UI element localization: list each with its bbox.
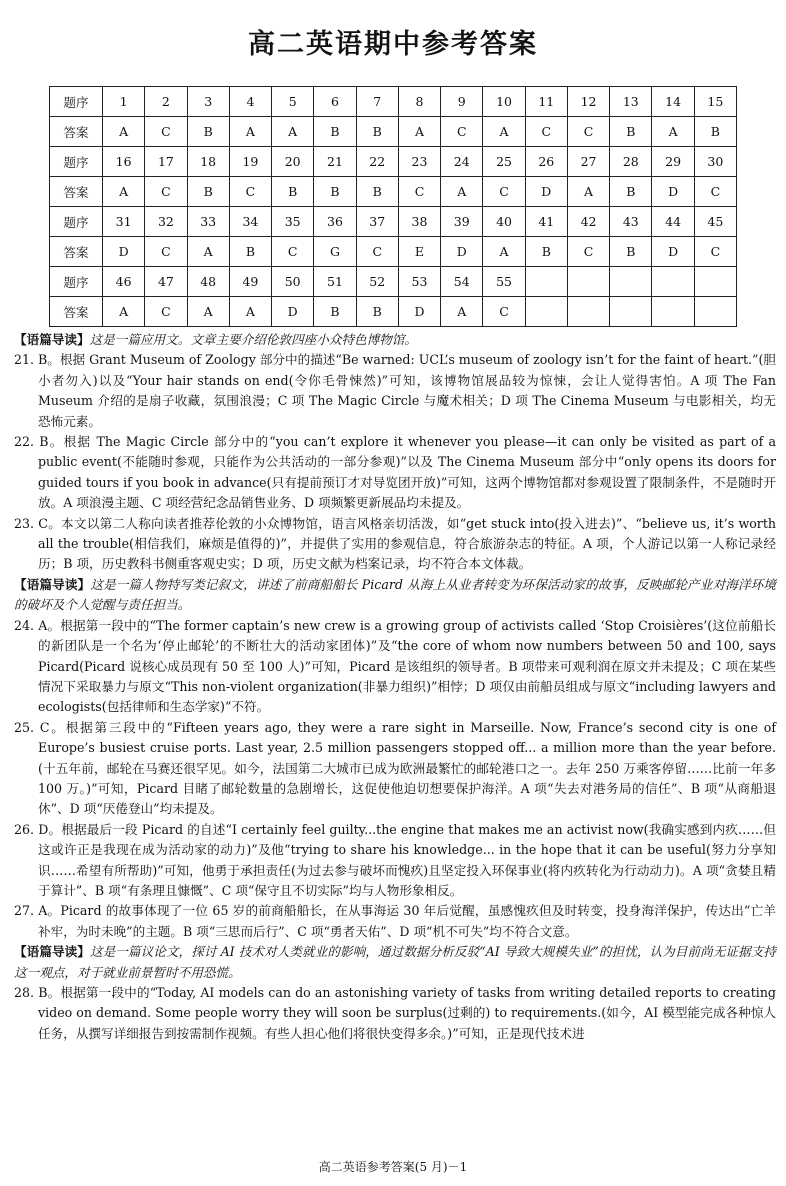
- table-cell: B: [229, 237, 271, 267]
- row-header-cell: 答案: [50, 177, 103, 207]
- explanation-item: 22. B。根据 The Magic Circle 部分中的“you can’t explore it whenever you please—it can only be visited as part of a public event(不能随时参观，只能作为公共活动的一部分参观)”以及 The Cinema Museum 部分中“only opens its doors for guided tours if you book in advance(只有提前预订才对导览团开放)”可知，这两个博物馆都对参观设置了限制条件，不是随时开放。A 项浪漫主题、C 项经营纪念品销售业务、D 项频繁更新展品均未提及。: [14, 434, 776, 511]
- table-cell: A: [441, 297, 483, 327]
- explanation-item: 25. C。根据第三段中的“Fifteen years ago, they were a rare sight in Marseille. Now, France’s second city is one of Europe’s busiest cruise ports. Last year, 2.5 million passengers stopped off... a million more than the year before.(十五年前，邮轮在马赛还很罕见。如今，法国第二大城市已成为欧洲最繁忙的邮轮港口之一。去年 250 万乘客停留……比前一年多 100 万。)”可知，Picard 目睹了邮轮数量的急剧增长，这促使他迫切想要保护海洋。A 项“失去对港务局的信任”、B 项“从商船退休”、D 项“厌倦登山”均未提及。: [14, 719, 776, 817]
- table-cell: G: [314, 237, 356, 267]
- table-cell: 8: [398, 87, 440, 117]
- table-cell: [694, 297, 736, 327]
- table-cell: [525, 267, 567, 297]
- guide-text: 这是一篇应用文。文章主要介绍伦敦四座小众特色博物馆。: [89, 332, 417, 347]
- table-cell: 14: [652, 87, 694, 117]
- table-cell: B: [314, 177, 356, 207]
- table-cell: 38: [398, 207, 440, 237]
- table-cell: 17: [145, 147, 187, 177]
- table-cell: 34: [229, 207, 271, 237]
- table-cell: B: [610, 117, 652, 147]
- table-cell: A: [483, 237, 525, 267]
- table-cell: C: [356, 237, 398, 267]
- table-cell: 44: [652, 207, 694, 237]
- table-cell: 18: [187, 147, 229, 177]
- table-cell: C: [694, 177, 736, 207]
- table-cell: D: [652, 237, 694, 267]
- table-cell: 23: [398, 147, 440, 177]
- table-cell: 9: [441, 87, 483, 117]
- row-header-cell: 题序: [50, 207, 103, 237]
- table-cell: 31: [103, 207, 145, 237]
- explanation-item: 26. D。根据最后一段 Picard 的自述“I certainly feel guilty...the engine that makes me an activist now(我确实感到内疚……但这或许正是我现在成为活动家的动力)”及他“trying to share his knowledge... in the hope that it can be useful(努力分享知识……希望有所帮助)”可知，他勇于承担责任(为过去参与破坏而愧疚)且坚定投入环保事业(将内疚转化为行动动力)。A 项“贪婪且精于算计”、B 项“有条理且慷慨”、C 项“保守且不切实际”均与人物形象相反。: [14, 821, 776, 898]
- row-header-cell: 题序: [50, 87, 103, 117]
- table-row: [50, 267, 737, 297]
- page-footer: 高二英语参考答案(5 月)－1: [318, 1160, 468, 1174]
- table-cell: A: [229, 117, 271, 147]
- table-cell: A: [652, 117, 694, 147]
- table-cell: 21: [314, 147, 356, 177]
- table-cell: A: [441, 177, 483, 207]
- table-cell: 27: [567, 147, 609, 177]
- table-row: [50, 117, 737, 147]
- table-cell: [567, 297, 609, 327]
- row-header-cell: 答案: [50, 297, 103, 327]
- table-cell: 4: [229, 87, 271, 117]
- table-cell: [610, 267, 652, 297]
- table-cell: A: [483, 117, 525, 147]
- table-cell: 25: [483, 147, 525, 177]
- table-cell: 32: [145, 207, 187, 237]
- table-cell: C: [145, 177, 187, 207]
- table-row: [50, 237, 737, 267]
- table-cell: B: [187, 177, 229, 207]
- table-cell: C: [229, 177, 271, 207]
- table-cell: 33: [187, 207, 229, 237]
- table-cell: [652, 297, 694, 327]
- table-cell: D: [272, 297, 314, 327]
- table-cell: C: [145, 297, 187, 327]
- table-cell: 54: [441, 267, 483, 297]
- table-cell: A: [103, 297, 145, 327]
- table-cell: D: [103, 237, 145, 267]
- table-cell: B: [356, 297, 398, 327]
- table-cell: [567, 267, 609, 297]
- row-header-cell: 题序: [50, 267, 103, 297]
- table-cell: 37: [356, 207, 398, 237]
- table-cell: C: [483, 297, 525, 327]
- table-cell: 5: [272, 87, 314, 117]
- table-cell: C: [398, 177, 440, 207]
- table-cell: 53: [398, 267, 440, 297]
- table-cell: 36: [314, 207, 356, 237]
- table-cell: A: [187, 297, 229, 327]
- table-cell: B: [187, 117, 229, 147]
- table-cell: C: [145, 117, 187, 147]
- table-cell: 16: [103, 147, 145, 177]
- table-cell: E: [398, 237, 440, 267]
- table-cell: 26: [525, 147, 567, 177]
- table-cell: 49: [229, 267, 271, 297]
- table-cell: A: [272, 117, 314, 147]
- table-cell: A: [187, 237, 229, 267]
- table-cell: 41: [525, 207, 567, 237]
- table-cell: 45: [694, 207, 736, 237]
- table-cell: 12: [567, 87, 609, 117]
- table-cell: D: [652, 177, 694, 207]
- table-cell: 47: [145, 267, 187, 297]
- table-cell: D: [398, 297, 440, 327]
- table-cell: 20: [272, 147, 314, 177]
- table-cell: A: [398, 117, 440, 147]
- table-cell: [694, 267, 736, 297]
- table-cell: 50: [272, 267, 314, 297]
- table-cell: 11: [525, 87, 567, 117]
- table-cell: B: [314, 117, 356, 147]
- table-row: [50, 207, 737, 237]
- table-cell: A: [103, 177, 145, 207]
- explanation-item: 23. C。本文以第二人称向读者推荐伦敦的小众博物馆，语言风格亲切活泼，如“get stuck into(投入进去)”、“believe us, it’s worth all the trouble(相信我们，麻烦是值得的)”，并提供了实用的参观信息，符合旅游杂志的特征。A 项，个人游记以第一人称记录经历；B 项，历史教科书侧重客观史实；D 项，历史文献为档案记录，均不符合本文体裁。: [14, 515, 776, 572]
- table-cell: 1: [103, 87, 145, 117]
- answer-table: [49, 86, 737, 327]
- table-cell: 48: [187, 267, 229, 297]
- table-cell: 7: [356, 87, 398, 117]
- table-cell: 10: [483, 87, 525, 117]
- table-cell: C: [694, 237, 736, 267]
- table-cell: 30: [694, 147, 736, 177]
- table-cell: C: [441, 117, 483, 147]
- table-cell: 35: [272, 207, 314, 237]
- table-cell: B: [610, 237, 652, 267]
- passage-guide: [14, 942, 776, 983]
- table-cell: A: [229, 297, 271, 327]
- table-cell: 46: [103, 267, 145, 297]
- table-row: [50, 297, 737, 327]
- table-cell: D: [525, 177, 567, 207]
- table-cell: 15: [694, 87, 736, 117]
- table-cell: 6: [314, 87, 356, 117]
- table-cell: 22: [356, 147, 398, 177]
- table-cell: 13: [610, 87, 652, 117]
- table-cell: 3: [187, 87, 229, 117]
- table-cell: [652, 267, 694, 297]
- table-cell: 43: [610, 207, 652, 237]
- table-cell: B: [314, 297, 356, 327]
- guide-label: 【语篇导读】: [14, 332, 90, 347]
- table-cell: 42: [567, 207, 609, 237]
- table-cell: [525, 297, 567, 327]
- table-cell: 52: [356, 267, 398, 297]
- table-cell: [610, 297, 652, 327]
- table-cell: B: [356, 177, 398, 207]
- table-cell: C: [145, 237, 187, 267]
- table-cell: 55: [483, 267, 525, 297]
- explanation-item: 21. B。根据 Grant Museum of Zoology 部分中的描述“Be warned: UCL’s museum of zoology isn’t for the faint of heart.”(胆小者勿入)以及“Your hair stands on end(令你毛骨悚然)”可知，该博物馆展品较为惊悚，会让人觉得害怕。A 项 The Fan Museum 介绍的是扇子收藏，氛围浪漫；C 项 The Magic Circle 与魔术相关；D 项 The Cinema Museum 与电影相关，均无恐怖元素。: [14, 352, 776, 429]
- row-header-cell: 题序: [50, 147, 103, 177]
- table-cell: 2: [145, 87, 187, 117]
- table-cell: C: [567, 237, 609, 267]
- table-row: [50, 177, 737, 207]
- table-cell: C: [272, 237, 314, 267]
- passage-guide: [14, 575, 776, 616]
- table-cell: 19: [229, 147, 271, 177]
- guide-label: 【语篇导读】: [14, 576, 91, 592]
- table-cell: 29: [652, 147, 694, 177]
- answer-explanations: [14, 330, 776, 1044]
- guide-text: 这是一篇议论文，探讨 AI 技术对人类就业的影响，通过数据分析反驳“AI 导致大规模失业”的担忧，认为目前尚无证据支持这一观点，对于就业前景暂时不用恐慌。: [14, 944, 777, 980]
- table-cell: B: [525, 237, 567, 267]
- table-cell: 40: [483, 207, 525, 237]
- row-header-cell: 答案: [50, 237, 103, 267]
- table-cell: B: [356, 117, 398, 147]
- table-cell: A: [103, 117, 145, 147]
- guide-text: 这是一篇人物特写类记叙文，讲述了前商船船长 Picard 从海上从业者转变为环保活动家的故事，反映邮轮产业对海洋环境的破坏及个人觉醒与责任担当。: [14, 576, 777, 613]
- table-cell: B: [610, 177, 652, 207]
- table-cell: D: [441, 237, 483, 267]
- table-cell: C: [483, 177, 525, 207]
- row-header-cell: 答案: [50, 117, 103, 147]
- table-cell: 24: [441, 147, 483, 177]
- table-cell: C: [525, 117, 567, 147]
- table-cell: 51: [314, 267, 356, 297]
- table-cell: B: [694, 117, 736, 147]
- passage-guide: [14, 330, 776, 350]
- explanation-item: 24. A。根据第一段中的“The former captain’s new crew is a growing group of activists called ‘Stop Croisières’(这位前船长的新团队是一个名为‘停止邮轮’的不断壮大的活动家团体)”及“the core of whom now numbers between 50 and 100, says Picard(Picard 说核心成员现有 50 至 100 人)”可知，Picard 是该组织的领导者。B 项带来可观利润在原文并未提及；C 项在某些情况下采取暴力与原文“This non-violent organization(非暴力组织)”相悖；D 项仅由前船员组成与原文“including lawyers and ecologists(包括律师和生态学家)”不符。: [14, 617, 776, 715]
- table-row: [50, 147, 737, 177]
- table-cell: A: [567, 177, 609, 207]
- table-row: [50, 87, 737, 117]
- table-cell: B: [272, 177, 314, 207]
- table-cell: C: [567, 117, 609, 147]
- explanation-item: 27. A。Picard 的故事体现了一位 65 岁的前商船船长，在从事海运 30 年后觉醒，虽感愧疚但及时转变，投身海洋保护，传达出“亡羊补牢，为时未晚”的主题。B 项“三思而后行”、C 项“勇者天佑”、D 项“机不可失”均不符合文意。: [14, 903, 776, 939]
- table-cell: 39: [441, 207, 483, 237]
- guide-label: 【语篇导读】: [14, 944, 90, 960]
- explanation-item: 28. B。根据第一段中的“Today, AI models can do an astonishing variety of tasks from writing detailed reports to creating video on demand. Some people worry they will soon be surplus(过剩的) to requirements.(如今，AI 模型能完成各种惊人任务，从撰写详细报告到按需制作视频。有些人担心他们将很快变得多余。)”可知，正是现代技术进: [14, 985, 776, 1041]
- table-cell: 28: [610, 147, 652, 177]
- page-title: 高二英语期中参考答案: [248, 29, 538, 60]
